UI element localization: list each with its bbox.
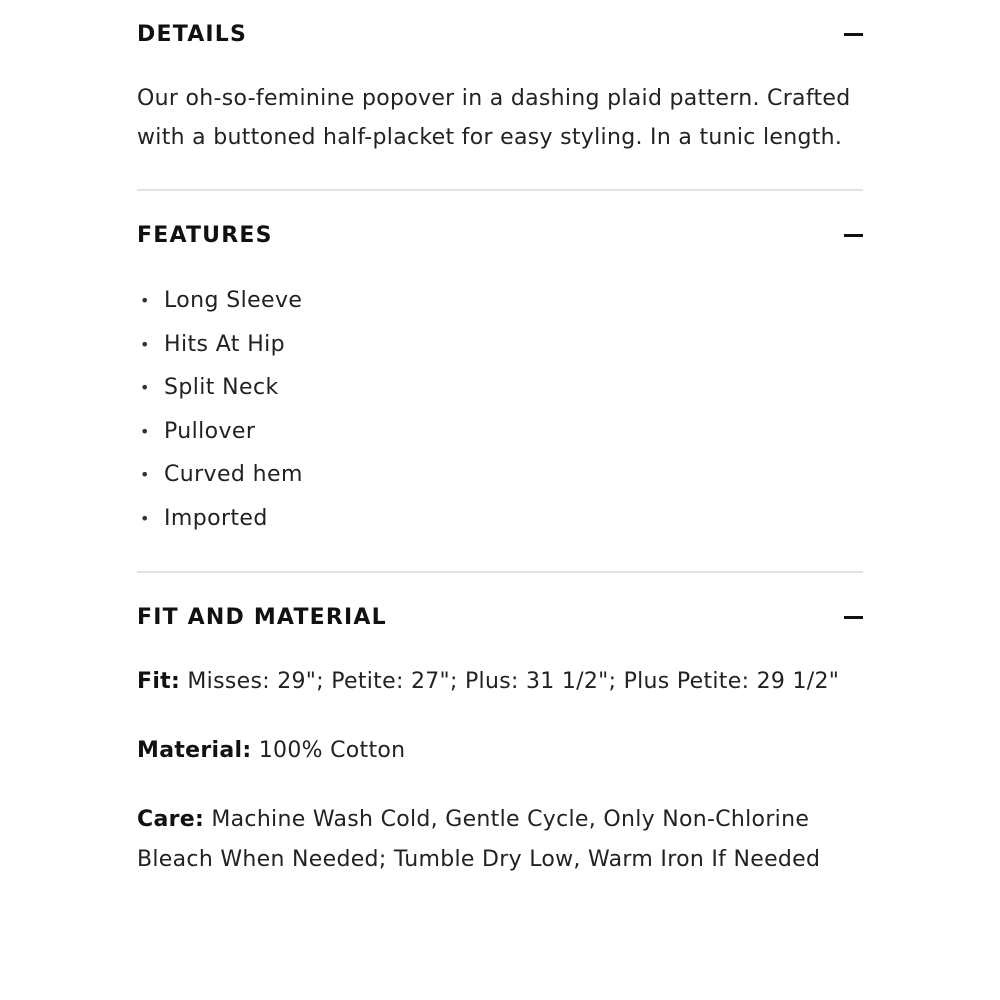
bullet-icon: •: [140, 334, 150, 354]
bullet-icon: •: [140, 291, 150, 310]
product-info-accordion: [137, 0, 863, 880]
fit-material-header[interactable]: [137, 601, 863, 635]
details-description: Our oh-so-feminine popover in a dashing plaid pattern. Crafted with a buttoned half-placket for easy styling. In a tunic length.: [137, 86, 851, 150]
material-label: Material:: [137, 737, 252, 763]
list-item: [137, 497, 863, 541]
details-section: [137, 17, 863, 157]
feature-label: Long Sleeve: [164, 288, 303, 313]
features-header[interactable]: [137, 218, 863, 252]
features-title: FEATURES: [137, 222, 273, 248]
care-info: [137, 800, 863, 880]
collapse-minus-icon[interactable]: [844, 226, 863, 245]
details-header[interactable]: [137, 17, 863, 51]
collapse-minus-icon[interactable]: [844, 608, 863, 627]
bullet-icon: •: [140, 465, 150, 485]
feature-label: Imported: [164, 505, 268, 531]
material-value: 100% Cotton: [251, 737, 406, 763]
collapse-minus-icon[interactable]: [844, 25, 863, 44]
feature-label: Hits At Hip: [164, 331, 286, 357]
list-item: [137, 279, 863, 323]
fit-value: Misses: 29"; Petite: 27"; Plus: 31 1/2"; Plus Petite: 29 1/2": [180, 668, 840, 694]
features-list: [137, 279, 863, 541]
bullet-icon: •: [140, 378, 150, 398]
fit-material-title: FIT AND MATERIAL: [137, 605, 387, 631]
fit-label: Fit:: [137, 668, 181, 694]
features-section: [137, 218, 863, 541]
list-item: [137, 410, 863, 454]
section-divider: [137, 571, 863, 573]
list-item: [137, 323, 863, 367]
care-value: Machine Wash Cold, Gentle Cycle, Only Non-Chlorine Bleach When Needed; Tumble Dry Low, Warm Iron If Needed: [137, 806, 821, 872]
material-info: [137, 731, 863, 771]
list-item: [137, 453, 863, 497]
feature-label: Curved hem: [164, 462, 303, 488]
list-item: [137, 366, 863, 410]
section-divider: [137, 189, 863, 191]
bullet-icon: •: [140, 421, 150, 441]
bullet-icon: •: [140, 508, 150, 528]
feature-label: Split Neck: [164, 375, 279, 401]
feature-label: Pullover: [164, 418, 256, 444]
fit-info: [137, 662, 863, 702]
care-label: Care:: [137, 806, 205, 832]
details-title: DETAILS: [137, 21, 248, 47]
fit-material-section: [137, 601, 863, 880]
